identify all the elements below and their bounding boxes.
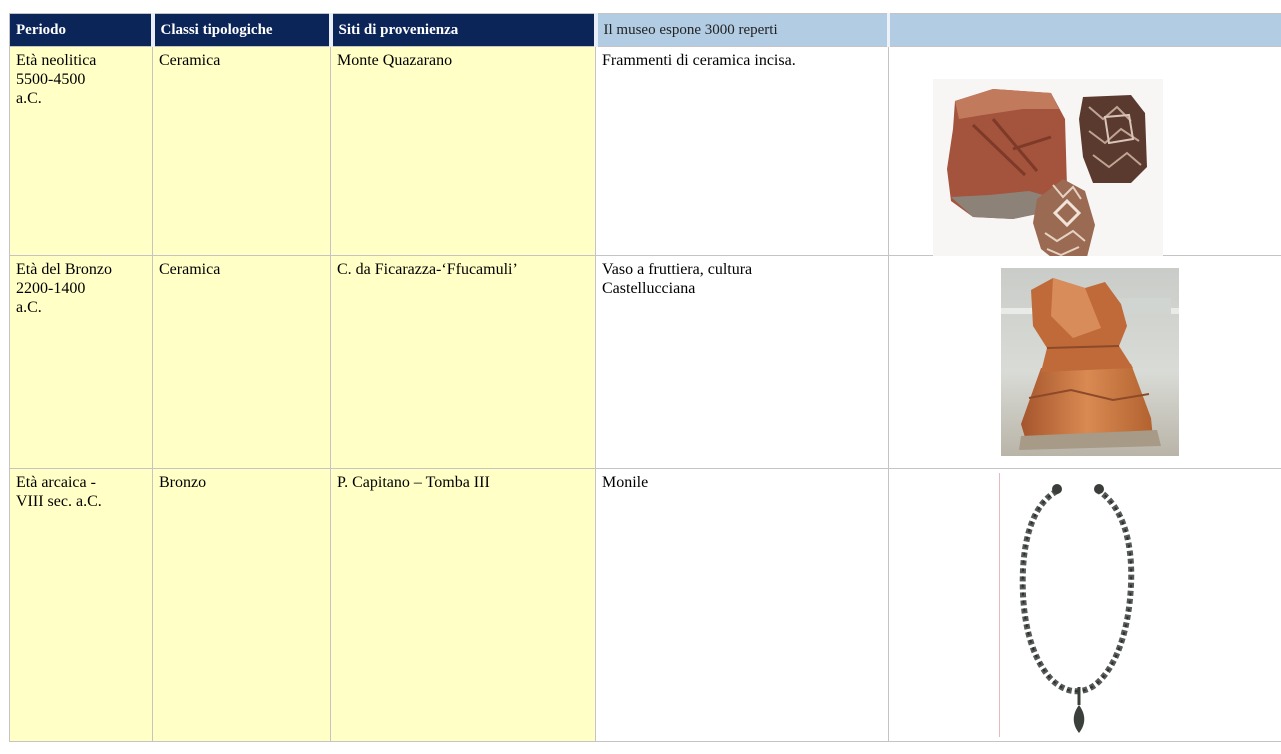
periodo-dates: 2200-1400 xyxy=(16,280,86,297)
descrizione-text-cont: Castellucciana xyxy=(602,280,696,297)
periodo-cell xyxy=(10,256,153,469)
bronze-necklace-image xyxy=(999,473,1159,737)
header-image-column xyxy=(889,14,1281,47)
descrizione-cell xyxy=(596,47,889,256)
periodo-cell xyxy=(10,47,153,256)
table-row xyxy=(10,256,1281,469)
table-header-row xyxy=(10,14,1281,47)
image-cell xyxy=(889,47,1281,256)
periodo-dates: 5500-4500 xyxy=(16,71,86,88)
sito-cell: C. da Ficarazza-‘Ffucamuli’ xyxy=(331,256,596,469)
sito-cell: P. Capitano – Tomba III xyxy=(331,469,596,742)
header-reperti: Il museo espone 3000 reperti xyxy=(596,14,889,47)
sito-cell: Monte Quazarano xyxy=(331,47,596,256)
header-periodo: Periodo xyxy=(10,14,153,47)
header-classi-tipologiche: Classi tipologiche xyxy=(153,14,331,47)
periodo-dates: VIII sec. a.C. xyxy=(16,493,102,510)
periodo-era: a.C. xyxy=(16,90,42,107)
descrizione-text: Monile xyxy=(602,474,649,491)
periodo-text: Età neolitica xyxy=(16,52,97,69)
periodo-cell xyxy=(10,469,153,742)
header-siti-di-provenienza: Siti di provenienza xyxy=(331,14,596,47)
descrizione-text: Frammenti di ceramica incisa. xyxy=(602,52,796,69)
fruit-bowl-vase-image xyxy=(1001,268,1179,456)
classe-cell: Ceramica xyxy=(153,256,331,469)
periodo-text: Età arcaica - xyxy=(16,474,96,491)
classe-cell: Ceramica xyxy=(153,47,331,256)
image-cell xyxy=(889,469,1281,742)
descrizione-text: Vaso a fruttiera, cultura xyxy=(602,261,753,278)
classe-cell: Bronzo xyxy=(153,469,331,742)
table-row xyxy=(10,469,1281,742)
periodo-era: a.C. xyxy=(16,299,42,316)
table-row xyxy=(10,47,1281,256)
periodo-text: Età del Bronzo xyxy=(16,261,112,278)
descrizione-cell xyxy=(596,256,889,469)
image-cell xyxy=(889,256,1281,469)
descrizione-cell xyxy=(596,469,889,742)
exhibits-table xyxy=(9,13,1281,742)
